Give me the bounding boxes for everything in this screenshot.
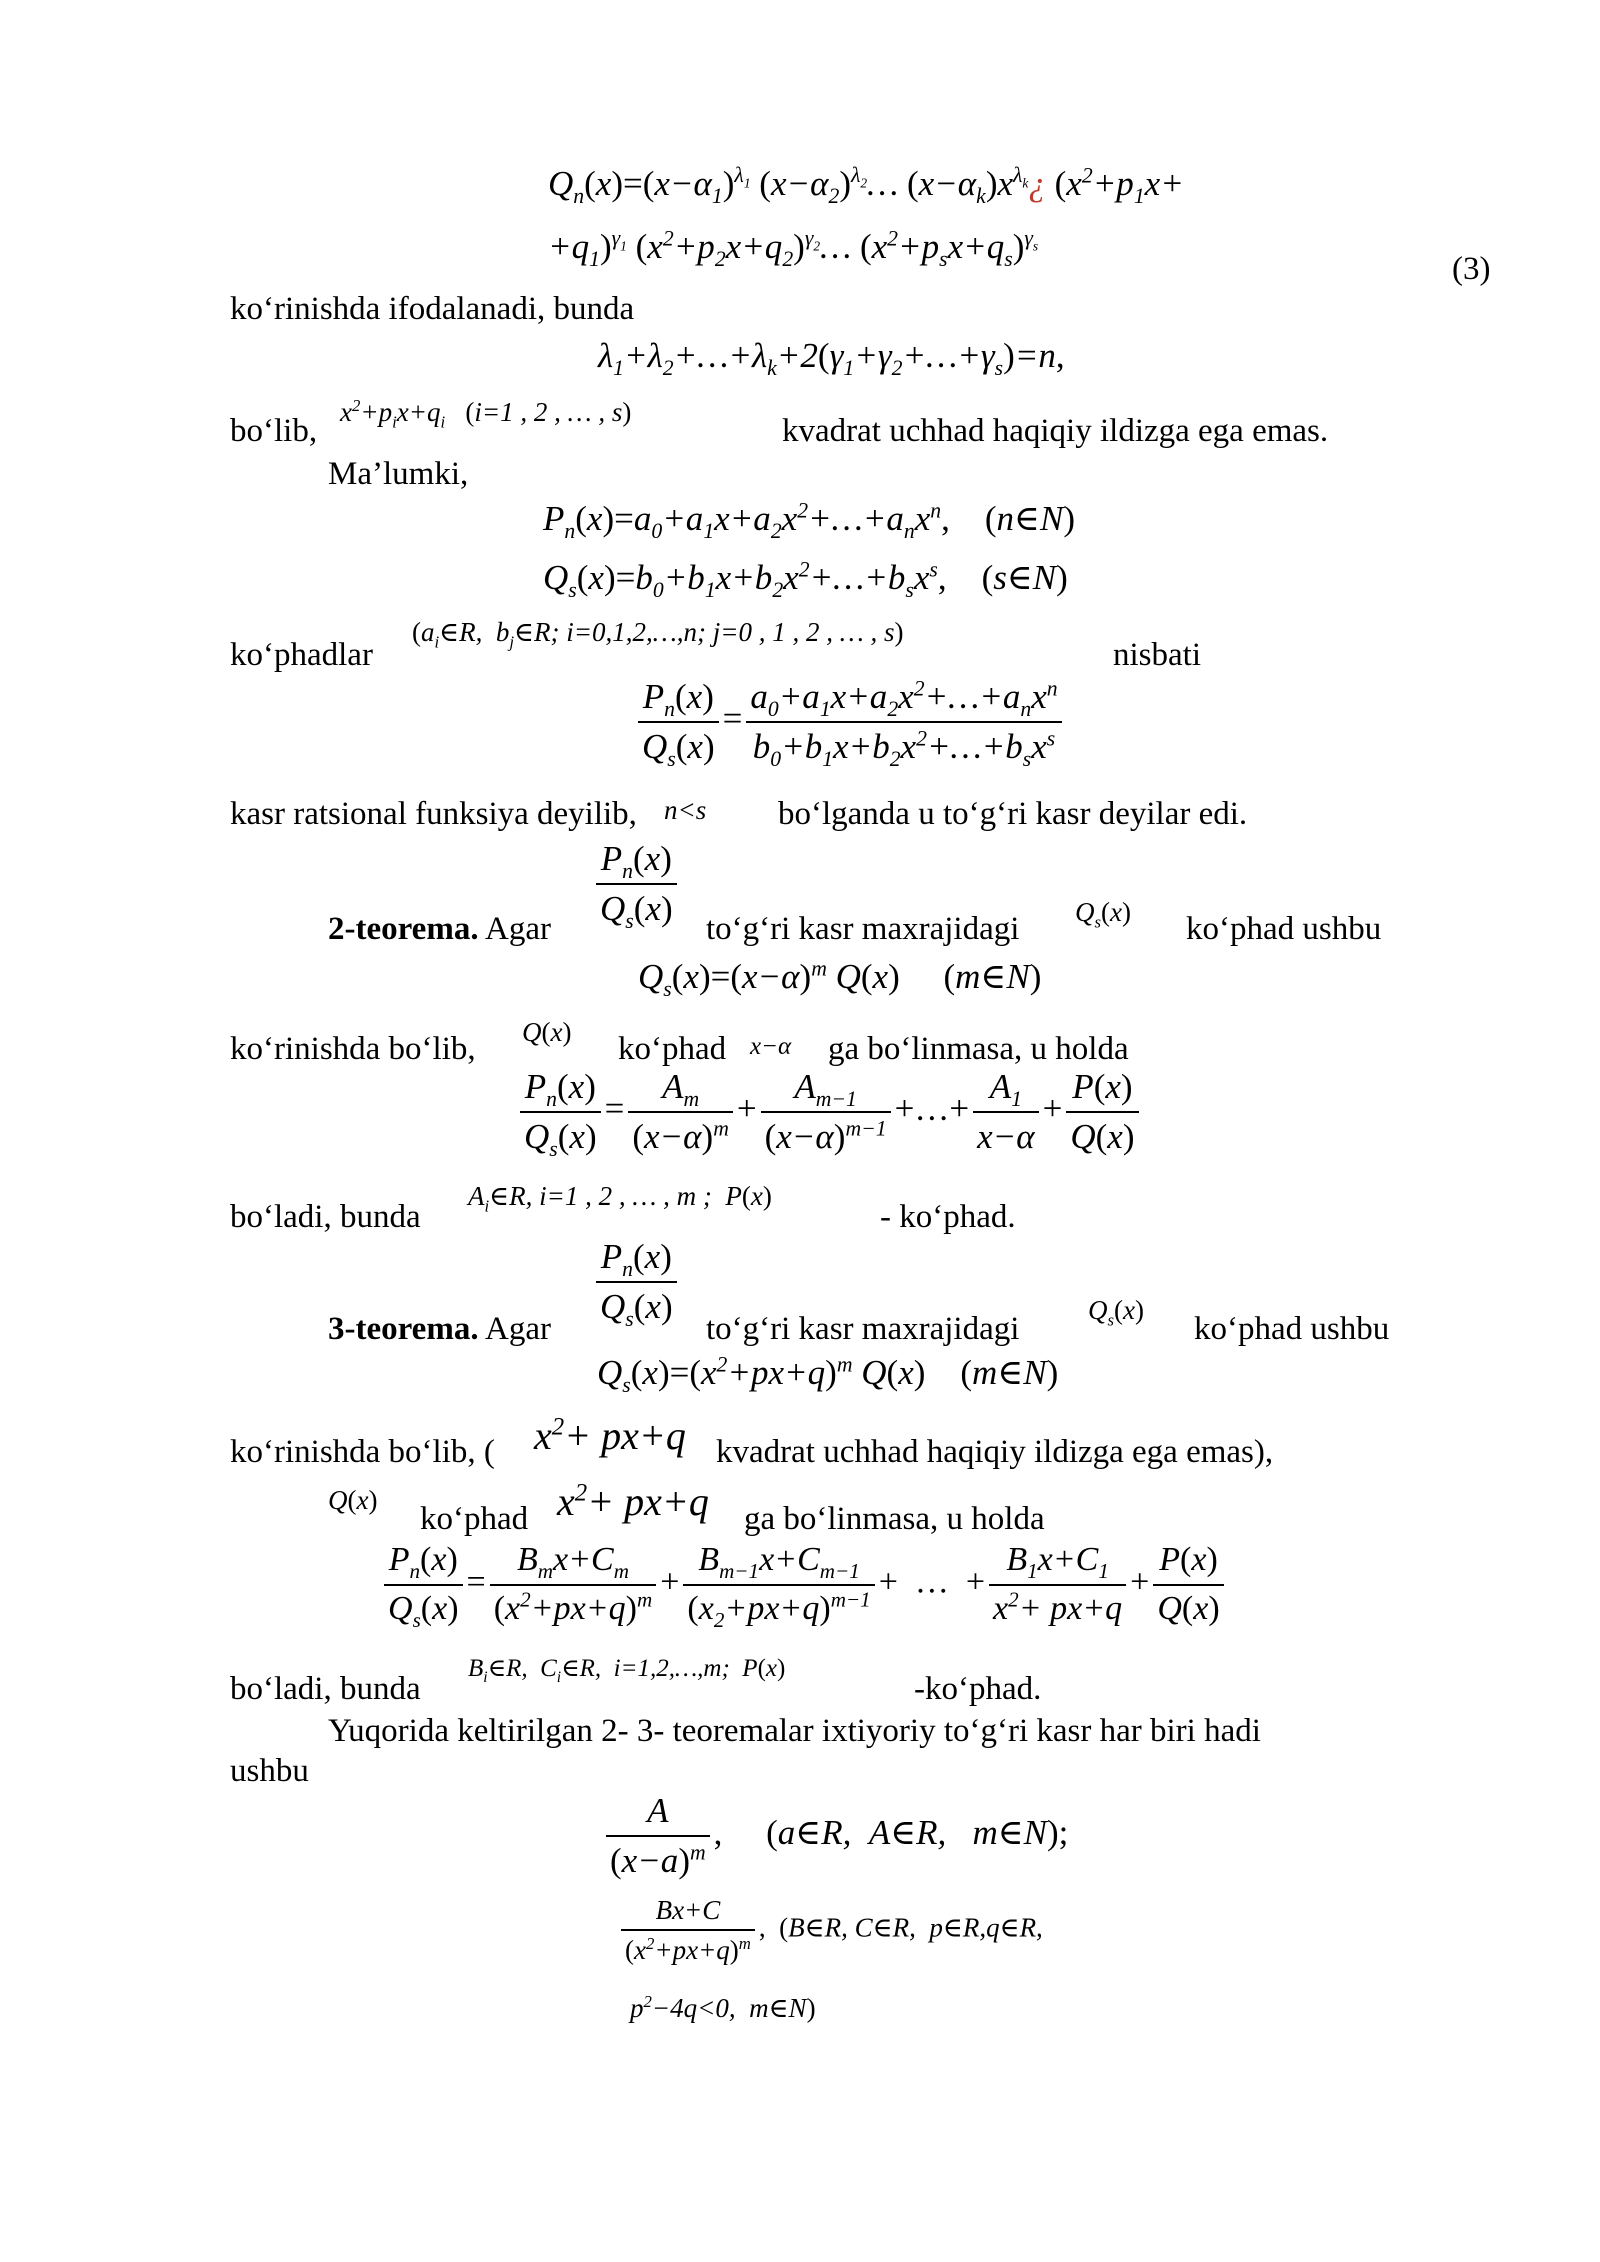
theorem-2-mid: toʻgʻri kasr maxrajidagi bbox=[706, 911, 1020, 947]
line-2b: kvadrat uchhad haqiqiy ildizga ega emas. bbox=[782, 413, 1329, 449]
quadratic-inline: $x^2+p_ix+q_i$ (i=1 , 2 , … , s) bbox=[340, 396, 632, 432]
equation-lambda-sum: $\lambda_1+\lambda_2+\dots+\lambda_k+2(\gamma_1+\gamma_2+\dots+\gamma_s)=n$, bbox=[598, 336, 1065, 380]
theorem-2-expansion: $\frac{P_n(x)}{Q_s(x)}$ = $\frac{A_m}{(x-\alpha)^m}$ + $\frac{A_{m-1}}{(x-\alpha)^{m-1}}$ +…+ $\frac{A_1}{x-\alpha}$ + $\frac{P(x)}{Q(x)}$ bbox=[516, 1066, 1143, 1158]
simple-fraction-type-2: $\frac{Bx+C}{(x^2+px+q)^m}$ , (B∈R, C∈R, p∈R,q∈R, bbox=[617, 1894, 1043, 1967]
Ai-conditions-inline: $A_i\in R$, i=1 , 2 , … , m ; P(x) bbox=[468, 1181, 772, 1216]
line-7b: - koʻphad. bbox=[880, 1199, 1016, 1235]
x-minus-alpha-inline: x−α bbox=[750, 1033, 792, 1060]
theorem-2-fraction: $\frac{P_n(x)}{Q_s(x)}$ bbox=[592, 838, 681, 930]
line-5b: boʻlganda u toʻgʻri kasr deyilar edi. bbox=[778, 796, 1248, 832]
line-4a: koʻphadlar bbox=[230, 637, 373, 673]
line-11: Yuqorida keltirilgan 2- 3- teoremalar ixtiyoriy toʻgʻri kasr har biri hadi bbox=[328, 1713, 1261, 1749]
line-3: Ma’lumki, bbox=[328, 456, 469, 492]
theorem-3-expansion: $\frac{P_n(x)}{Q_s(x)}$ = $\frac{B_mx+C_m}{(x^2+px+q)^m}$ + $\frac{B_{m-1}x+C_{m-1}}{(x_2+px+q)^{m-1}}$ + … + $\frac{B_1x+C_1}{x^2+ px+q}$ + $\frac{P(x)}{Q(x)}$ bbox=[380, 1540, 1228, 1630]
theorem-2-title: 2-teorema. bbox=[328, 911, 479, 947]
n-less-s-inline: n<s bbox=[664, 795, 707, 825]
quadratic-inline-3: $x^2+ px+q$ bbox=[557, 1479, 709, 1524]
theorem-3-line bbox=[328, 1310, 551, 1350]
line-8a: koʻrinishda boʻlib, ( bbox=[230, 1434, 495, 1470]
theorem-3-end: koʻphad ushbu bbox=[1194, 1311, 1390, 1347]
simple-fraction-type-1: $\frac{A}{(x-a)^m}$ , (a∈R, A∈R, m∈N); bbox=[602, 1790, 1068, 1882]
line-10b: -koʻphad. bbox=[914, 1671, 1042, 1707]
line-5a: kasr ratsional funksiya deyilib, bbox=[230, 796, 637, 832]
line-6c: ga boʻlinmasa, u holda bbox=[828, 1031, 1129, 1067]
theorem-3-fraction: $\frac{P_n(x)}{Q_s(x)}$ bbox=[592, 1236, 681, 1328]
line-12: ushbu bbox=[230, 1753, 309, 1789]
theorem-2-line bbox=[328, 910, 551, 950]
equation-number: (3) bbox=[1452, 251, 1491, 287]
theorem-2-Qs-inline: $Q_s(x)$ bbox=[1075, 897, 1131, 932]
Bi-conditions-inline: $B_i\in R$, $C_i\in R$, i=1,2,…,m; P(x) bbox=[468, 1655, 786, 1686]
Qx-inline-2: Q(x) bbox=[328, 1485, 378, 1515]
coefficients-inline: ($a_i\in R$, $b_j\in R$; i=0,1,2,…,n; j=0 , 1 , 2 , … , s) bbox=[412, 617, 904, 652]
line-8b: kvadrat uchhad haqiqiy ildizga ega emas), bbox=[716, 1434, 1274, 1470]
line-9a: koʻphad bbox=[420, 1501, 529, 1537]
line-7a: boʻladi, bunda bbox=[230, 1199, 421, 1235]
theorem-2-factorization: $Q_s(x)=(x-\alpha)^m$ Q(x) (m∈N) bbox=[638, 956, 1042, 1001]
theorem-3-factorization: $Q_s(x)=(x^2+px+q)^m$ Q(x) (m∈N) bbox=[597, 1352, 1059, 1397]
line-4b: nisbati bbox=[1113, 637, 1201, 673]
equation-3-line-1: $Q_n(x)=(x-\alpha_1)^{\lambda_1}$ $(x-\alpha_2)^{\lambda_2}\dots$ $(x-\alpha_k)x^{\lambda_k}¿$ ($x^2+p_1x+$ bbox=[548, 163, 1184, 208]
line-9b: ga boʻlinmasa, u holda bbox=[744, 1501, 1045, 1537]
equation-Pn: $P_n(x)=a_0+a_1x+a_2x^2+\dots+a_nx^n$, (n∈N) bbox=[543, 498, 1075, 543]
line-6b: koʻphad bbox=[618, 1031, 727, 1067]
rational-function-fraction: $\frac{P_n(x)}{Q_s(x)}$ = $\frac{a_0+a_1x+a_2x^2+\dots+a_nx^n}{b_0+b_1x+b_2x^2+\dots+b_sx^s}$ bbox=[634, 676, 1066, 768]
line-1: koʻrinishda ifodalanadi, bunda bbox=[230, 291, 635, 327]
equation-Qs: $Q_s(x)=b_0+b_1x+b_2x^2+\dots+b_sx^s$, (s∈N) bbox=[543, 557, 1068, 602]
theorem-3-agar: Agar bbox=[485, 1311, 551, 1347]
Qx-inline-1: Q(x) bbox=[522, 1017, 572, 1047]
quadratic-inline-2: $x^2+ px+q$ bbox=[534, 1413, 686, 1458]
equation-3-line-2: $+q_1)^{\gamma_1}$ $(x^2+p_2x+q_2)^{\gamma_2}\dots$ $(x^2+p_sx+q_s)^{\gamma_s}$ bbox=[548, 226, 1039, 271]
simple-fraction-type-2-condition: $p^2-4q<0$, m∈N) bbox=[630, 1992, 816, 2023]
theorem-2-agar: Agar bbox=[485, 911, 551, 947]
theorem-3-title: 3-teorema. bbox=[328, 1311, 479, 1347]
line-10a: boʻladi, bunda bbox=[230, 1671, 421, 1707]
theorem-3-mid: toʻgʻri kasr maxrajidagi bbox=[706, 1311, 1020, 1347]
line-2a: boʻlib, bbox=[230, 413, 318, 449]
theorem-3-Qs-inline: $Q_s(x)$ bbox=[1088, 1295, 1144, 1330]
line-6a: koʻrinishda boʻlib, bbox=[230, 1031, 476, 1067]
theorem-2-end: koʻphad ushbu bbox=[1186, 911, 1382, 947]
